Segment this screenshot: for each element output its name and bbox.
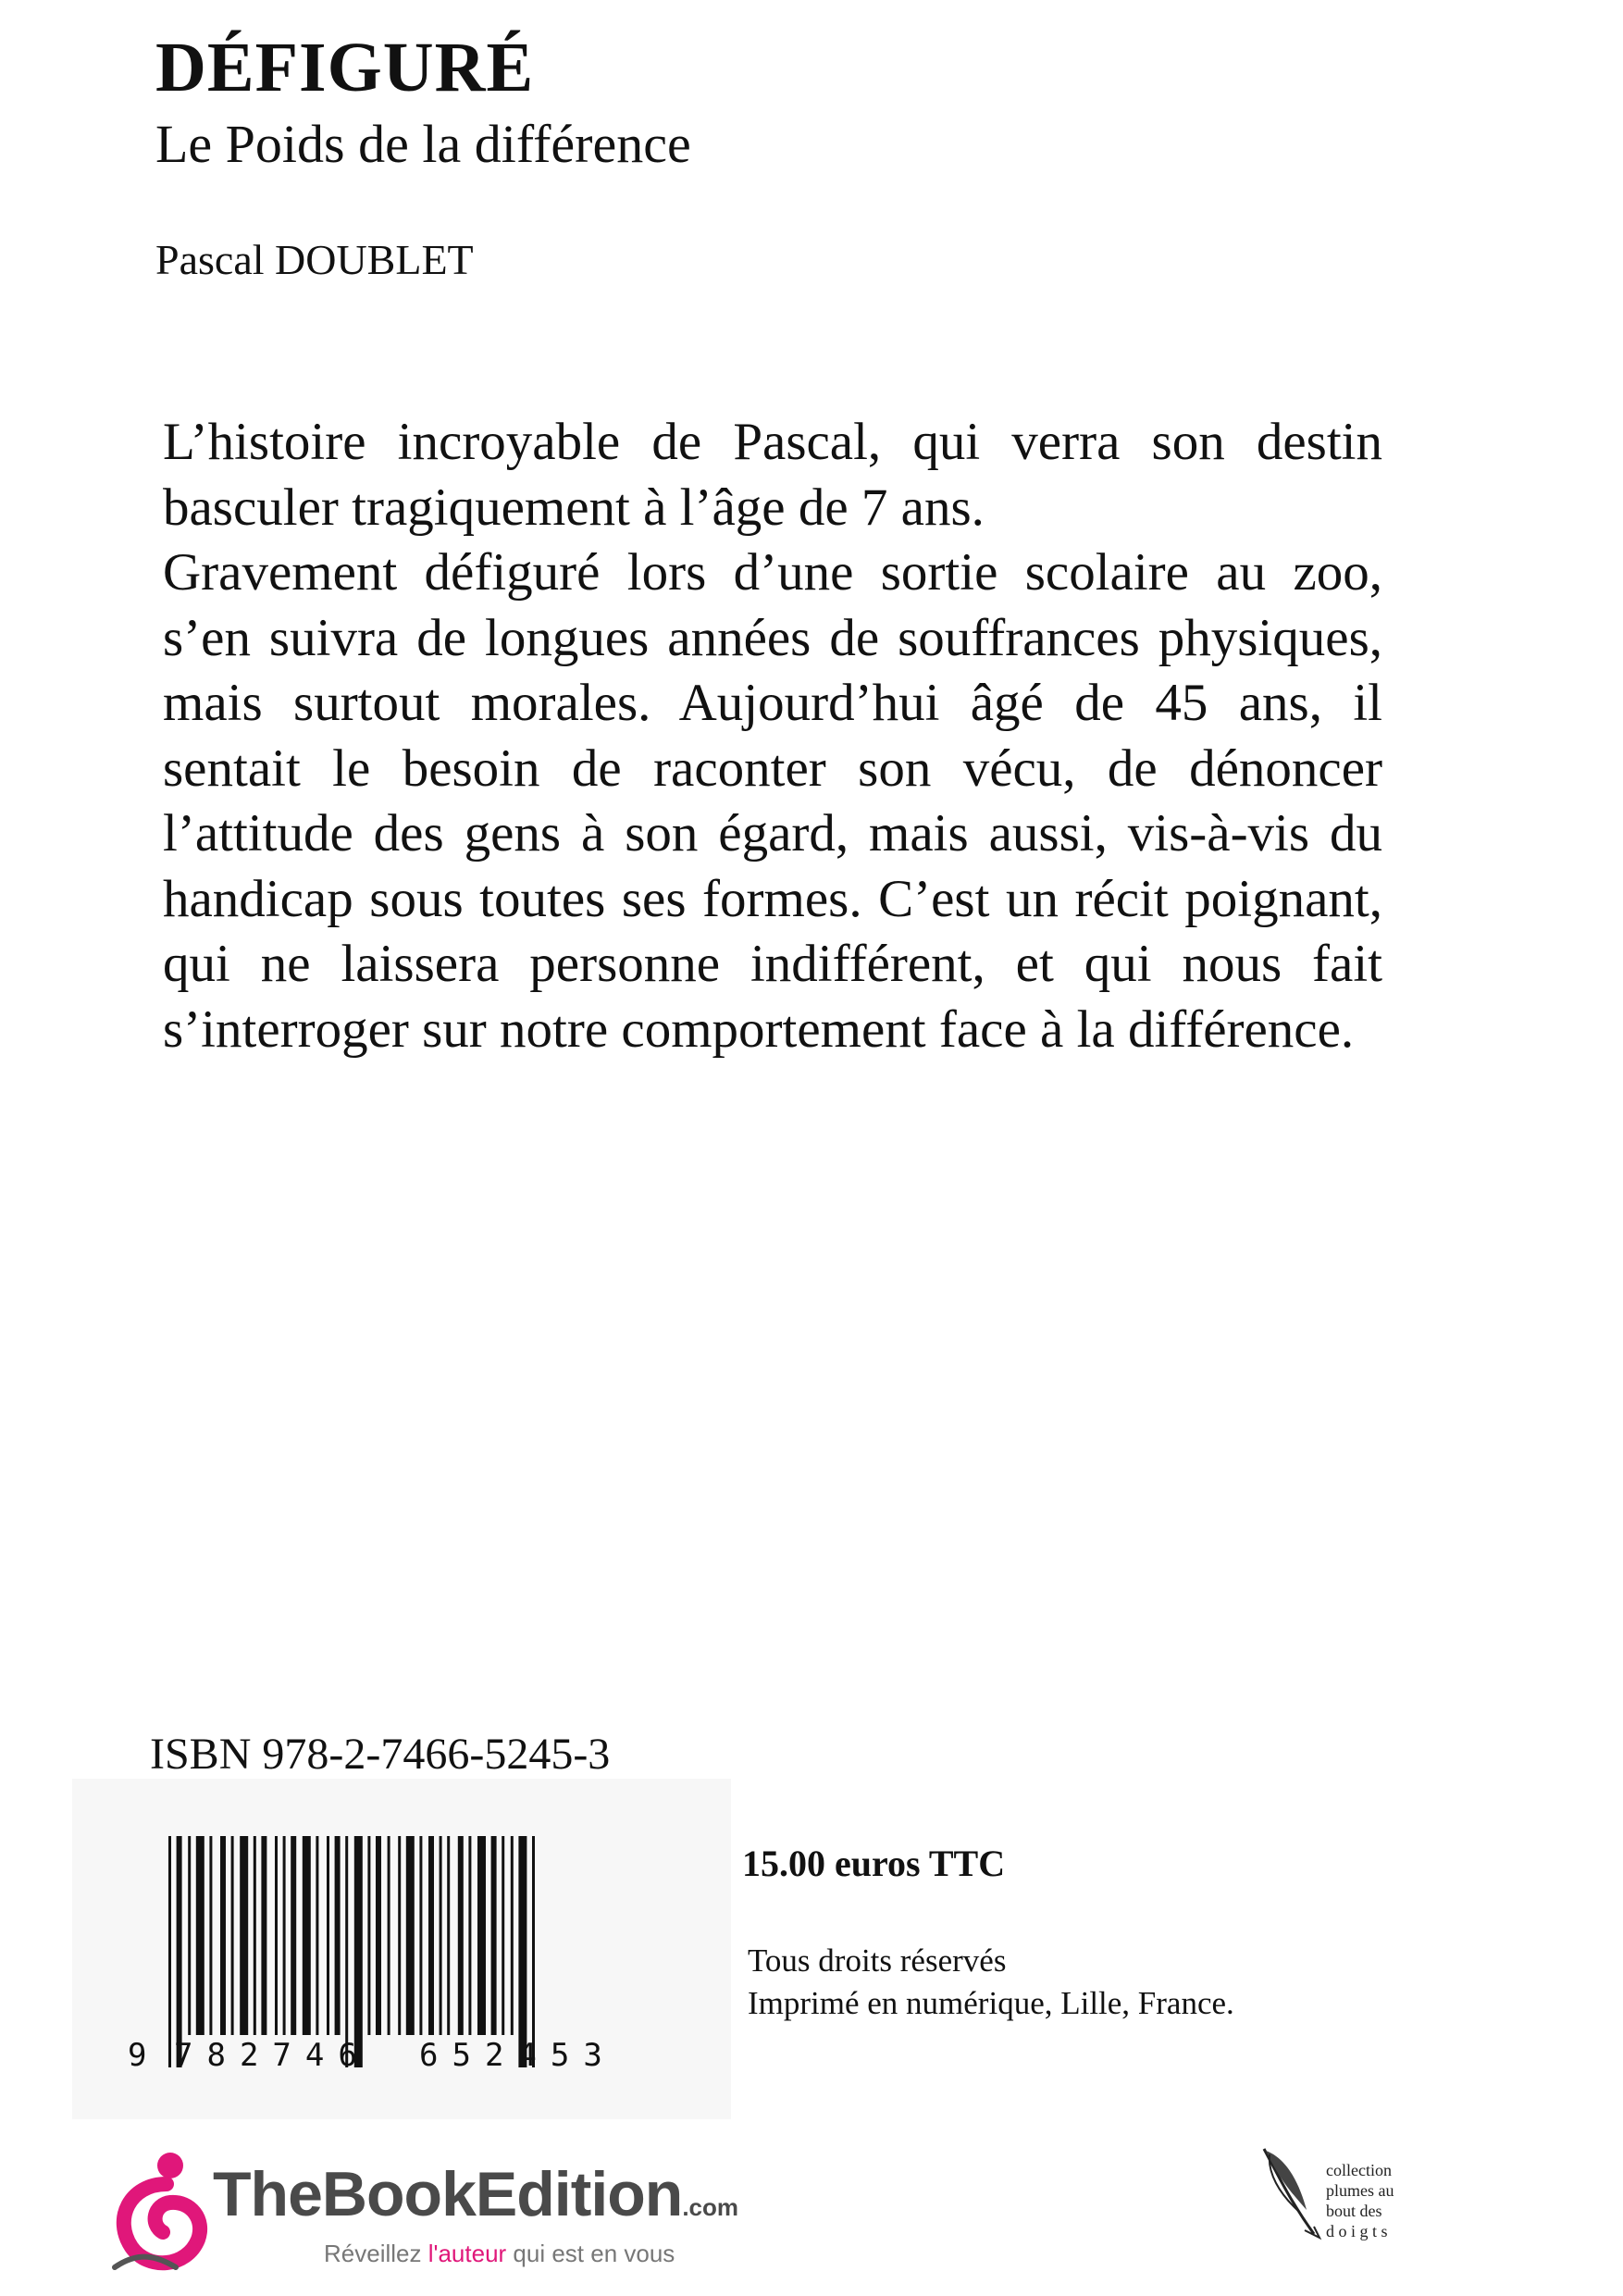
barcode-bar: [458, 1836, 464, 2035]
barcode-bar: [518, 1836, 527, 2067]
isbn-label: ISBN 978-2-7466-5245-3: [150, 1730, 611, 1779]
pink-person-logo-icon: [102, 2147, 213, 2286]
barcode-bar: [303, 1836, 311, 2035]
barcode-bar: [196, 1836, 204, 2035]
publisher-tagline: [324, 2240, 675, 2268]
barcode-bar: [231, 1836, 234, 2035]
tagline-start: Réveillez: [324, 2240, 428, 2267]
barcode-bar: [502, 1836, 504, 2035]
barcode-bar: [283, 1836, 286, 2035]
publisher-domain-suffix: .com: [682, 2193, 738, 2221]
barcode-bar: [468, 1836, 471, 2035]
barcode-bar: [428, 1836, 434, 2035]
collection-line: plumes au: [1326, 2181, 1394, 2200]
publisher-name-part1: The: [213, 2159, 322, 2229]
barcode-bar: [532, 1836, 535, 2067]
barcode-bar: [376, 1836, 381, 2035]
publisher-logo: [102, 2147, 768, 2286]
barcode-bar: [345, 1836, 348, 2067]
barcode-bar: [188, 1836, 191, 2035]
barcode-bar: [220, 1836, 226, 2035]
barcode: [72, 1779, 731, 2119]
barcode-bar: [254, 1836, 256, 2035]
rights-reserved-text: Tous droits réservés: [748, 1942, 1007, 1979]
barcode-bar: [316, 1836, 318, 2035]
barcode-bar: [447, 1836, 450, 2035]
barcode-bar: [240, 1836, 248, 2035]
printing-info-text: Imprimé en numérique, Lille, France.: [748, 1985, 1234, 2021]
book-title: DÉFIGURÉ: [155, 29, 535, 106]
publisher-name: [213, 2158, 738, 2230]
barcode-bar: [335, 1836, 341, 2035]
barcode-bar: [291, 1836, 296, 2035]
book-author: Pascal DOUBLET: [155, 236, 474, 283]
barcode-bar: [177, 1836, 182, 2067]
barcode-bar: [477, 1836, 486, 2035]
publisher-name-part2: BookEdition: [321, 2159, 683, 2229]
barcode-bar: [209, 1836, 212, 2035]
barcode-bar: [261, 1836, 266, 2035]
tagline-end: qui est en vous: [506, 2240, 675, 2267]
barcode-bar: [398, 1836, 401, 2035]
barcode-digits-prefix: 9: [128, 2037, 147, 2074]
tagline-highlight: l'auteur: [427, 2240, 507, 2267]
barcode-digits-right: 652453: [419, 2037, 616, 2074]
barcode-bar: [419, 1836, 422, 2035]
barcode-bar: [406, 1836, 415, 2035]
blurb-paragraph: L’histoire incroyable de Pascal, qui verra son destin basculer tragiquement à l’âge de 7 ans.: [163, 413, 1382, 537]
barcode-bar: [511, 1836, 514, 2035]
collection-line: collection: [1326, 2161, 1392, 2179]
quill-pen-icon: [1258, 2145, 1325, 2247]
barcode-icon: [72, 1779, 731, 2119]
barcode-bar: [275, 1836, 278, 2035]
collection-text: [1326, 2160, 1394, 2241]
rights-block: [748, 1940, 1234, 2025]
barcode-bar: [327, 1836, 329, 2035]
price-label: 15.00 euros TTC: [742, 1843, 1006, 1884]
barcode-bar: [168, 1836, 171, 2067]
barcode-bar: [491, 1836, 497, 2035]
barcode-bar: [440, 1836, 442, 2035]
barcode-bar: [367, 1836, 370, 2035]
collection-line: d o i g t s: [1326, 2222, 1388, 2240]
collection-line: bout des: [1326, 2202, 1382, 2220]
barcode-bar: [388, 1836, 390, 2035]
barcode-digits-left: 782746: [174, 2037, 371, 2074]
collection-logo: [1258, 2145, 1434, 2256]
book-subtitle: Le Poids de la différence: [155, 114, 691, 174]
back-cover-blurb: [163, 410, 1382, 1062]
blurb-paragraph: Gravement défiguré lors d’une sortie scolaire au zoo, s’en suivra de longues années de souffrances physiques, mais surtout morales. Aujourd’hui âgé de 45 ans, il sentait le besoin de raconter son vécu, de dénoncer l’attitude des gens à son égard, mais aussi, vis-à-vis du handicap sous toutes ses formes. C’est un récit poignant, qui ne laissera personne indifférent, et qui nous fait s’interroger sur notre comportement face à la différence.: [163, 543, 1382, 1059]
barcode-bar: [354, 1836, 363, 2067]
